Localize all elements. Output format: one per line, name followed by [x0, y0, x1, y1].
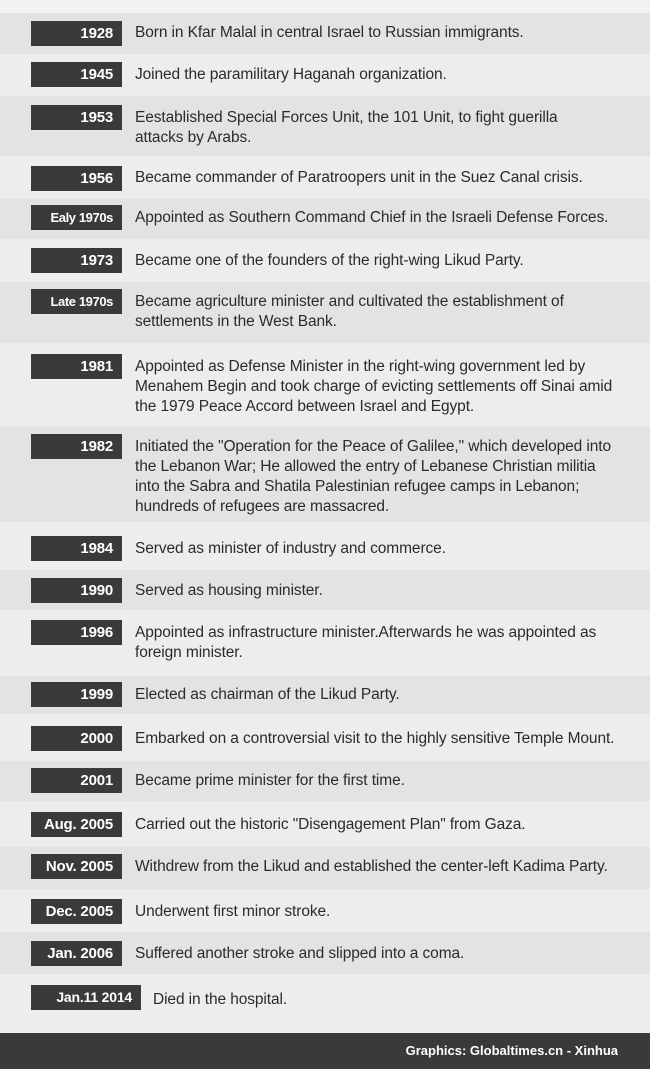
timeline-row-2001: [0, 761, 650, 801]
year-badge: 1973: [31, 248, 122, 273]
timeline-row-1956: [0, 156, 650, 199]
timeline-row-1953: [0, 96, 650, 156]
year-badge: 1945: [31, 62, 122, 87]
year-badge: 1928: [31, 21, 122, 46]
year-badge: 1996: [31, 620, 122, 645]
timeline-row-aug-2005: [0, 801, 650, 847]
event-text: Died in the hospital.: [153, 991, 288, 1008]
timeline-row-1928: [0, 13, 650, 54]
event-text: Appointed as Defense Minister in the right-wing government led by Menahem Begin and took charge of evicting settlements off Sinai amid the 1979 Peace Accord between Israel and Egypt.: [135, 358, 613, 415]
timeline-row-jan-11-2014: [0, 974, 650, 1033]
year-badge: Ealy 1970s: [31, 205, 122, 230]
event-text: Appointed as Southern Command Chief in the Israeli Defense Forces.: [135, 209, 609, 226]
event-text: Elected as chairman of the Likud Party.: [135, 686, 400, 703]
timeline-row-1981: [0, 343, 650, 427]
year-badge: 1981: [31, 354, 122, 379]
timeline-row-1973: [0, 239, 650, 282]
timeline-row-early-1970s: [0, 199, 650, 239]
timeline-row-1999: [0, 676, 650, 714]
year-badge: Jan.11 2014: [31, 985, 141, 1010]
event-text: Became agriculture minister and cultivated the establishment of settlements in the West Bank.: [135, 293, 564, 330]
event-text: Served as housing minister.: [135, 582, 323, 599]
event-text: Born in Kfar Malal in central Israel to Russian immigrants.: [135, 24, 524, 41]
timeline-row-1990: [0, 570, 650, 610]
event-text: Became commander of Paratroopers unit in the Suez Canal crisis.: [135, 169, 583, 186]
timeline-row-dec-2005: [0, 889, 650, 932]
event-text: Carried out the historic "Disengagement Plan" from Gaza.: [135, 816, 526, 833]
event-text: Withdrew from the Likud and established the center-left Kadima Party.: [135, 858, 608, 875]
year-badge: 2001: [31, 768, 122, 793]
timeline-row-jan-2006: [0, 932, 650, 974]
year-badge: 1953: [31, 105, 122, 130]
year-badge: 2000: [31, 726, 122, 751]
timeline-row-2000: [0, 714, 650, 761]
footer-bar: [0, 1033, 650, 1069]
event-text: Suffered another stroke and slipped into a coma.: [135, 945, 465, 962]
timeline-row-nov-2005: [0, 847, 650, 889]
timeline-row-1945: [0, 54, 650, 96]
event-text: Became prime minister for the first time.: [135, 772, 405, 789]
event-text: Eestablished Special Forces Unit, the 101 Unit, to fight guerilla attacks by Arabs.: [135, 109, 558, 146]
top-band: [0, 0, 650, 13]
timeline-row-1982: [0, 427, 650, 522]
year-badge: 1956: [31, 166, 122, 191]
year-badge: Nov. 2005: [31, 854, 122, 879]
year-badge: 1982: [31, 434, 122, 459]
event-text: Initiated the "Operation for the Peace of Galilee," which developed into the Lebanon War; He allowed the entry of Lebanese Christian militia into the Sabra and Shatila Palestinian refugee camps in Lebanon; hundreds of refugees are massacred.: [135, 438, 611, 515]
event-text: Embarked on a controversial visit to the highly sensitive Temple Mount.: [135, 730, 615, 747]
year-badge: 1984: [31, 536, 122, 561]
timeline-row-1996: [0, 610, 650, 676]
event-text: Appointed as infrastructure minister.Afterwards he was appointed as foreign minister.: [135, 624, 597, 661]
timeline-row-late-1970s: [0, 282, 650, 343]
event-text: Underwent first minor stroke.: [135, 903, 331, 920]
year-badge: 1990: [31, 578, 122, 603]
year-badge: Aug. 2005: [31, 812, 122, 837]
year-badge: Dec. 2005: [31, 899, 122, 924]
graphics-credit: Graphics: Globaltimes.cn - Xinhua: [405, 1043, 618, 1058]
year-badge: Late 1970s: [31, 289, 122, 314]
year-badge: Jan. 2006: [31, 941, 122, 966]
event-text: Became one of the founders of the right-wing Likud Party.: [135, 252, 524, 269]
timeline-row-1984: [0, 522, 650, 570]
year-badge: 1999: [31, 682, 122, 707]
event-text: Served as minister of industry and commerce.: [135, 540, 446, 557]
event-text: Joined the paramilitary Haganah organization.: [135, 66, 447, 83]
